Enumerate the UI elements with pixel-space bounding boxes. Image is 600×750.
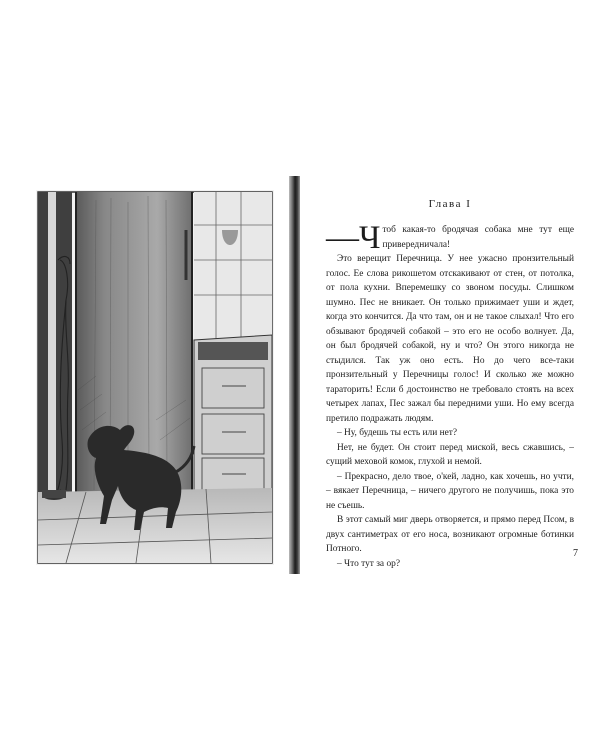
page-number: 7 <box>573 548 578 559</box>
paragraph: – Что тут за ор? <box>337 558 400 569</box>
chapter-title: Глава I <box>428 198 472 210</box>
right-page <box>300 0 600 750</box>
opening-text: тоб какая-то бродячая собака мне тут еще привередничала! <box>382 225 574 250</box>
paragraph: Это верещит Перечница. У нее ужасно пронзительный голос. Ее слова рикошетом отскакивают от стен, от потолка, от пола кухни. Вперемешку со звоном посуды. Слишком шумно. Пес не вникает. Он только прижимает уши и ждет, когда это кончится. Да что там, он и не такое слыхал! Что его обзывают бродячей собакой – это его не особо волнует. Да, он был бродячей собакой, ну и что? Он этого никогда не стыдился. Так уж оно есть. Но до чего все-таки пронзительный у Перечницы голос! И сколько же можно тараторить! Если б достоинство не требовало стоять на всех четырех лапах, Пес зажал бы передними уши. Но ему всегда претило подражать людям. <box>326 254 574 424</box>
kitchen-sketch <box>36 190 274 565</box>
illustration <box>36 190 274 565</box>
paragraph: В этот самый миг дверь отворяется, и прямо перед Псом, в двух сантиметрах от его носа, возникают огромные ботинки Потного. <box>326 515 574 554</box>
paragraph: – Прекрасно, дело твое, о'кей, ладно, как хочешь, но учти, – вякает Перечница, – ничего другого не получишь, пока это не съешь. <box>326 471 574 511</box>
chapter-text <box>326 220 574 571</box>
drop-cap: —Ч <box>326 220 381 256</box>
paragraph: – Ну, будешь ты есть или нет? <box>337 428 458 438</box>
opening-paragraph <box>326 220 574 256</box>
book-gutter <box>289 176 300 574</box>
paragraph: Нет, не будет. Он стоит перед миской, весь сжавшись, – сущий меховой комок, глухой и немой. <box>326 442 574 467</box>
left-page <box>0 0 296 750</box>
